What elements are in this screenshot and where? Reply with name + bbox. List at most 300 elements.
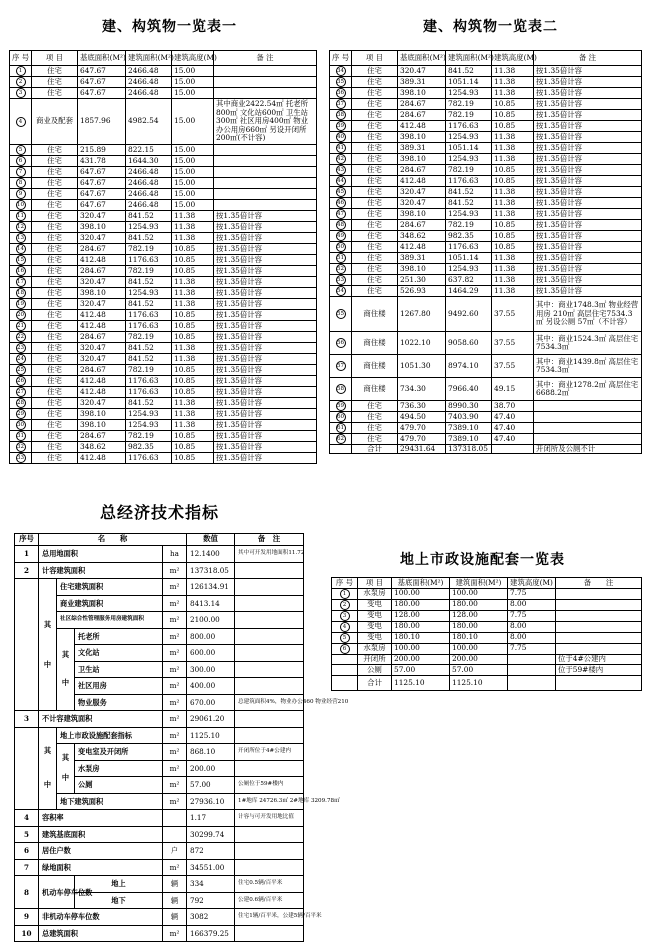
table-row: 2 计容建筑面积 m² 137318.05	[15, 562, 304, 579]
table-cell: 348.62	[78, 442, 126, 453]
row-number: 36	[337, 90, 344, 96]
table-row	[330, 253, 642, 264]
row-number: 40	[337, 134, 344, 140]
row-number-cell	[332, 588, 358, 599]
table-cell: 15.00	[172, 156, 214, 167]
table-cell: 1176.63	[126, 255, 172, 266]
table-cell: 412.48	[78, 387, 126, 398]
table-cell: 782.19	[446, 165, 492, 176]
table-cell: 412.48	[78, 453, 126, 464]
table-cell: 1267.80	[398, 297, 446, 332]
row-number: 52	[337, 266, 344, 272]
table-cell: 15.00	[172, 200, 214, 211]
table-cell	[556, 621, 642, 632]
table-cell: 住宅	[352, 88, 398, 99]
row-number: 9	[16, 189, 26, 199]
table-cell: 398.10	[398, 209, 446, 220]
table-cell: 8.00	[508, 599, 556, 610]
table-cell: 841.52	[446, 187, 492, 198]
table-row	[10, 99, 317, 145]
table-cell: 412.48	[78, 255, 126, 266]
table-header	[330, 51, 642, 66]
table-cell: 1176.63	[126, 310, 172, 321]
table-row	[10, 398, 317, 409]
table-row	[10, 200, 317, 211]
table-cell: 841.52	[126, 211, 172, 222]
table-cell: 按1.35倍计容	[534, 77, 642, 88]
table-cell: 180.00	[450, 621, 508, 632]
table-row	[330, 231, 642, 242]
economic-indicators-table	[14, 533, 349, 942]
table-cell: 1176.63	[446, 176, 492, 187]
row-number-cell	[330, 99, 352, 110]
row-number-cell	[330, 355, 352, 378]
header-cell: 备 注	[556, 578, 642, 589]
row-number: 4	[16, 117, 26, 127]
table-cell: 商住楼	[352, 378, 398, 401]
row-number: 17	[17, 279, 24, 285]
table-cell: 1051.30	[398, 355, 446, 378]
table-cell: 住宅	[352, 154, 398, 165]
row-number-cell	[330, 275, 352, 286]
row-number-cell	[332, 599, 358, 610]
header-cell: 项 目	[358, 578, 392, 589]
table-cell: 住宅	[352, 401, 398, 412]
table-row	[10, 442, 317, 453]
table-cell: 11.38	[172, 299, 214, 310]
table-cell: 15.00	[172, 178, 214, 189]
table-cell	[214, 145, 317, 156]
table-row	[330, 401, 642, 412]
row-number-cell	[330, 88, 352, 99]
table-row	[330, 121, 642, 132]
table-cell: 按1.35倍计容	[214, 299, 317, 310]
table-cell: 按1.35倍计容	[214, 244, 317, 255]
table-row	[10, 167, 317, 178]
row-number-cell	[330, 434, 352, 445]
table-cell: 按1.35倍计容	[214, 310, 317, 321]
table-cell: 公厕	[358, 665, 392, 676]
table-cell: 8.00	[508, 621, 556, 632]
table-cell: 10.85	[172, 387, 214, 398]
table-cell: 位于59#楼内	[556, 665, 642, 676]
table-cell: 按1.35倍计容	[534, 187, 642, 198]
row-number-cell	[10, 88, 32, 99]
table-cell: 住宅	[32, 387, 78, 398]
table-row	[330, 88, 642, 99]
table-cell: 398.10	[398, 132, 446, 143]
table-cell: 按1.35倍计容	[214, 398, 317, 409]
table-cell: 11.38	[492, 209, 534, 220]
table-cell	[214, 88, 317, 99]
table-cell: 住宅	[352, 66, 398, 77]
table-cell: 10.85	[172, 266, 214, 277]
table-cell: 320.47	[78, 211, 126, 222]
total-cell: 1125.10	[450, 675, 508, 690]
table-cell: 按1.35倍计容	[534, 132, 642, 143]
table-row	[10, 354, 317, 365]
row-number-cell	[10, 266, 32, 277]
table-cell: 住宅	[32, 222, 78, 233]
table-cell: 11.38	[172, 288, 214, 299]
table-cell: 10.85	[492, 242, 534, 253]
table-row	[10, 277, 317, 288]
table-cell: 11.38	[492, 66, 534, 77]
row-number: 13	[17, 235, 24, 241]
table-cell: 15.00	[172, 66, 214, 77]
table-cell: 住宅	[32, 189, 78, 200]
table-cell: 住宅	[352, 77, 398, 88]
table-cell: 647.67	[78, 77, 126, 88]
table-row	[330, 143, 642, 154]
table-cell: 389.31	[398, 143, 446, 154]
row-number-cell	[10, 288, 32, 299]
table-cell: 按1.35倍计容	[534, 286, 642, 297]
table-cell: 49.15	[492, 378, 534, 401]
header-cell: 基底面积(M²)	[392, 578, 450, 589]
table-cell: 11.38	[492, 187, 534, 198]
table-row	[10, 266, 317, 277]
table-cell: 15.00	[172, 189, 214, 200]
table-cell: 11.38	[492, 253, 534, 264]
table-cell: 11.38	[172, 277, 214, 288]
row-number-cell	[10, 233, 32, 244]
table-cell: 1176.63	[446, 121, 492, 132]
table-cell: 11.38	[172, 222, 214, 233]
table-cell: 按1.35倍计容	[214, 321, 317, 332]
table-cell: 按1.35倍计容	[534, 242, 642, 253]
table-cell: 284.67	[78, 332, 126, 343]
table-cell: 284.67	[398, 99, 446, 110]
table-cell: 2466.48	[126, 178, 172, 189]
total-cell: 合计	[352, 445, 398, 454]
total-row	[332, 675, 642, 690]
row-number-cell	[10, 77, 32, 88]
table-cell: 37.55	[492, 297, 534, 332]
table-cell: 100.00	[450, 643, 508, 654]
table-cell: 782.19	[126, 431, 172, 442]
row-number: 6	[16, 156, 26, 166]
header-cell: 建筑面积(M²)	[446, 51, 492, 66]
table-row	[10, 66, 317, 77]
table-cell: 200.00	[392, 654, 450, 665]
table-row: 5 建筑基底面积 30299.74	[15, 826, 304, 843]
table-cell: 1051.14	[446, 253, 492, 264]
table-cell: 782.19	[126, 332, 172, 343]
table-row	[332, 643, 642, 654]
table-cell: 782.19	[126, 244, 172, 255]
row-number: 23	[17, 345, 24, 351]
row-number-cell	[10, 156, 32, 167]
table-cell: 住宅	[352, 264, 398, 275]
table-cell: 841.52	[126, 233, 172, 244]
row-number-cell	[10, 99, 32, 145]
table-cell: 按1.35倍计容	[214, 288, 317, 299]
table-cell: 按1.35倍计容	[214, 277, 317, 288]
table-cell: 11.38	[172, 420, 214, 431]
table-cell: 37.55	[492, 355, 534, 378]
table-cell: 2466.48	[126, 189, 172, 200]
table-cell: 15.00	[172, 167, 214, 178]
table-cell: 住宅	[32, 431, 78, 442]
row-number-cell	[332, 665, 358, 676]
header-cell: 基底面积(M²)	[398, 51, 446, 66]
table-cell: 47.40	[492, 412, 534, 423]
table-cell: 841.52	[126, 354, 172, 365]
table-row: 卫生站 m² 300.00	[15, 661, 304, 678]
table-row	[330, 198, 642, 209]
table-cell: 按1.35倍计容	[534, 253, 642, 264]
row-number: 21	[17, 323, 24, 329]
table-cell: 8.00	[508, 632, 556, 643]
table-cell: 782.19	[446, 110, 492, 121]
table-row: 其 中 变电室及开闭所 m² 868.10 开闭所位于4#公建内	[15, 744, 304, 761]
row-number-cell	[10, 167, 32, 178]
table-cell: 住宅	[352, 275, 398, 286]
row-number: 4	[340, 622, 350, 632]
row-number-cell	[330, 132, 352, 143]
table-row: 公厕 m² 57.00 公厕位于59#楼内	[15, 777, 304, 794]
table-cell: 按1.35倍计容	[534, 154, 642, 165]
row-number: 19	[17, 301, 24, 307]
table-row	[330, 434, 642, 445]
row-number: 34	[337, 68, 344, 74]
row-number-cell	[10, 200, 32, 211]
row-number-cell	[10, 211, 32, 222]
table-cell: 782.19	[126, 266, 172, 277]
table-cell: 1254.93	[126, 288, 172, 299]
table-cell: 住宅	[352, 434, 398, 445]
row-number: 57	[337, 363, 344, 369]
table-row	[10, 431, 317, 442]
row-number-cell	[332, 621, 358, 632]
table-row	[332, 599, 642, 610]
table-cell: 215.89	[78, 145, 126, 156]
total-cell	[492, 445, 534, 454]
row-number-cell	[330, 242, 352, 253]
table-cell: 647.67	[78, 178, 126, 189]
table-cell: 住宅	[32, 321, 78, 332]
table-row	[330, 132, 642, 143]
table-cell: 412.48	[398, 242, 446, 253]
row-number-cell	[332, 610, 358, 621]
table-cell: 变电	[358, 621, 392, 632]
table-cell: 398.10	[78, 288, 126, 299]
row-number-cell	[330, 176, 352, 187]
table-row	[10, 420, 317, 431]
row-number-cell	[330, 423, 352, 434]
table-row	[10, 387, 317, 398]
table-row	[10, 189, 317, 200]
table-cell: 住宅	[32, 310, 78, 321]
table-cell	[534, 423, 642, 434]
table-cell: 住宅	[352, 423, 398, 434]
table-cell: 住宅	[352, 165, 398, 176]
table-cell: 284.67	[398, 165, 446, 176]
table-cell: 398.10	[78, 409, 126, 420]
row-number-cell	[330, 165, 352, 176]
row-number: 2	[16, 77, 26, 87]
table-row: 8 机动车停车位数 地上 辆 334 住宅0.5辆/百平米	[15, 876, 304, 893]
table-row: 7 绿地面积 m² 34551.00	[15, 859, 304, 876]
table-cell: 按1.35倍计容	[534, 209, 642, 220]
row-number-cell	[330, 143, 352, 154]
header-cell: 建筑面积(M²)	[450, 578, 508, 589]
table-cell: 11.38	[492, 275, 534, 286]
row-number-cell	[330, 220, 352, 231]
row-number: 25	[17, 367, 24, 373]
table-cell: 841.52	[126, 343, 172, 354]
row-number-cell	[10, 420, 32, 431]
table-cell: 按1.35倍计容	[534, 198, 642, 209]
table-cell: 57.00	[392, 665, 450, 676]
table-cell: 320.47	[78, 398, 126, 409]
table1-title: 建、构筑物一览表一	[102, 19, 237, 35]
table-cell: 11.38	[492, 264, 534, 275]
table-cell: 住宅	[32, 266, 78, 277]
row-number: 50	[337, 244, 344, 250]
table-cell: 住宅	[32, 343, 78, 354]
header-cell: 备 注	[214, 51, 317, 66]
row-number: 28	[17, 400, 24, 406]
table-row	[332, 665, 642, 676]
table-row	[10, 321, 317, 332]
table-cell: 7.75	[508, 588, 556, 599]
table-cell: 住宅	[352, 231, 398, 242]
buildings-table-2	[329, 50, 642, 454]
row-number: 49	[337, 233, 344, 239]
table-cell: 其中：商业1748.3㎡ 物业经营用房 210㎡ 高层住宅7534.3㎡ 另设公厕 57㎡（不计容）	[534, 297, 642, 332]
table2-title: 建、构筑物一览表二	[423, 19, 558, 35]
table-cell: 1051.14	[446, 77, 492, 88]
row-number-cell	[10, 442, 32, 453]
table-cell: 10.85	[172, 255, 214, 266]
table-cell: 10.85	[172, 453, 214, 464]
table-cell: 11.38	[492, 154, 534, 165]
table-cell: 其中：商业1439.8㎡ 高层住宅7534.3㎡	[534, 355, 642, 378]
table-cell: 11.38	[492, 198, 534, 209]
total-cell: 合计	[358, 675, 392, 690]
table-cell: 其中：商业1278.2㎡ 高层住宅6688.2㎡	[534, 378, 642, 401]
row-number-cell	[10, 343, 32, 354]
table-row	[330, 66, 642, 77]
table-cell: 15.00	[172, 145, 214, 156]
table-cell: 38.70	[492, 401, 534, 412]
table-cell: 734.30	[398, 378, 446, 401]
table-cell: 按1.35倍计容	[214, 387, 317, 398]
table-cell: 7.75	[508, 610, 556, 621]
table-cell: 389.31	[398, 77, 446, 88]
table-row: 文化站 m² 600.00	[15, 645, 304, 662]
table-row: 商业建筑面积 m² 8413.14	[15, 595, 304, 612]
row-number: 44	[337, 178, 344, 184]
table-row	[10, 453, 317, 464]
table-cell: 647.67	[78, 167, 126, 178]
row-number-cell	[330, 110, 352, 121]
table-cell: 住宅	[32, 332, 78, 343]
table-cell: 398.10	[398, 264, 446, 275]
table-cell: 348.62	[398, 231, 446, 242]
table-cell: 10.85	[172, 310, 214, 321]
table-cell: 10.85	[172, 431, 214, 442]
table-row	[10, 233, 317, 244]
row-number: 22	[17, 334, 24, 340]
table-cell: 647.67	[78, 88, 126, 99]
header-cell: 基底面积(M²)	[78, 51, 126, 66]
table-cell: 320.47	[398, 66, 446, 77]
header-cell: 序 号	[10, 51, 32, 66]
table-row	[330, 99, 642, 110]
table-row	[10, 156, 317, 167]
table-cell: 389.31	[398, 253, 446, 264]
table-cell	[556, 599, 642, 610]
table-cell: 10.85	[172, 376, 214, 387]
table-row	[330, 378, 642, 401]
row-number-cell	[330, 412, 352, 423]
table-cell: 7966.40	[446, 378, 492, 401]
row-number-cell	[330, 378, 352, 401]
table-cell: 251.30	[398, 275, 446, 286]
table-cell: 4982.54	[126, 99, 172, 145]
row-number-cell	[10, 409, 32, 420]
table-cell: 841.52	[126, 277, 172, 288]
table-cell: 1254.93	[446, 88, 492, 99]
table-cell: 10.85	[172, 321, 214, 332]
table-row	[10, 343, 317, 354]
table-cell: 住宅	[352, 253, 398, 264]
row-number: 18	[17, 290, 24, 296]
table-cell	[214, 200, 317, 211]
row-number-cell	[330, 154, 352, 165]
table-cell: 1176.63	[126, 321, 172, 332]
table-row	[10, 244, 317, 255]
row-number: 45	[337, 189, 344, 195]
table-cell: 180.10	[450, 632, 508, 643]
table-cell: 按1.35倍计容	[534, 110, 642, 121]
header-no: 序号	[15, 534, 39, 546]
table-cell: 841.52	[126, 398, 172, 409]
table-cell: 住宅	[352, 242, 398, 253]
table-row	[10, 77, 317, 88]
table-cell: 按1.35倍计容	[534, 176, 642, 187]
table-cell: 10.85	[492, 220, 534, 231]
row-number: 3	[340, 611, 350, 621]
table-row: 水泵房 m² 200.00	[15, 760, 304, 777]
row-number-cell	[10, 299, 32, 310]
table-cell: 住宅	[32, 178, 78, 189]
table-cell: 住宅	[32, 299, 78, 310]
row-number-cell	[330, 401, 352, 412]
table-cell: 1254.93	[446, 264, 492, 275]
table-row	[10, 365, 317, 376]
table-cell: 开闭所	[358, 654, 392, 665]
table-row	[330, 242, 642, 253]
table-row	[330, 220, 642, 231]
table-row	[10, 88, 317, 99]
table-cell: 住宅	[32, 288, 78, 299]
table-cell: 9492.60	[446, 297, 492, 332]
table-cell: 住宅	[32, 244, 78, 255]
table-cell: 647.67	[78, 66, 126, 77]
table-row	[332, 621, 642, 632]
table-cell: 11.38	[172, 398, 214, 409]
header-cell: 建筑面积(M²)	[126, 51, 172, 66]
table-cell: 按1.35倍计容	[534, 99, 642, 110]
table-row	[330, 110, 642, 121]
table-cell: 住宅	[352, 110, 398, 121]
row-number-cell	[330, 286, 352, 297]
table-cell: 1254.93	[126, 222, 172, 233]
